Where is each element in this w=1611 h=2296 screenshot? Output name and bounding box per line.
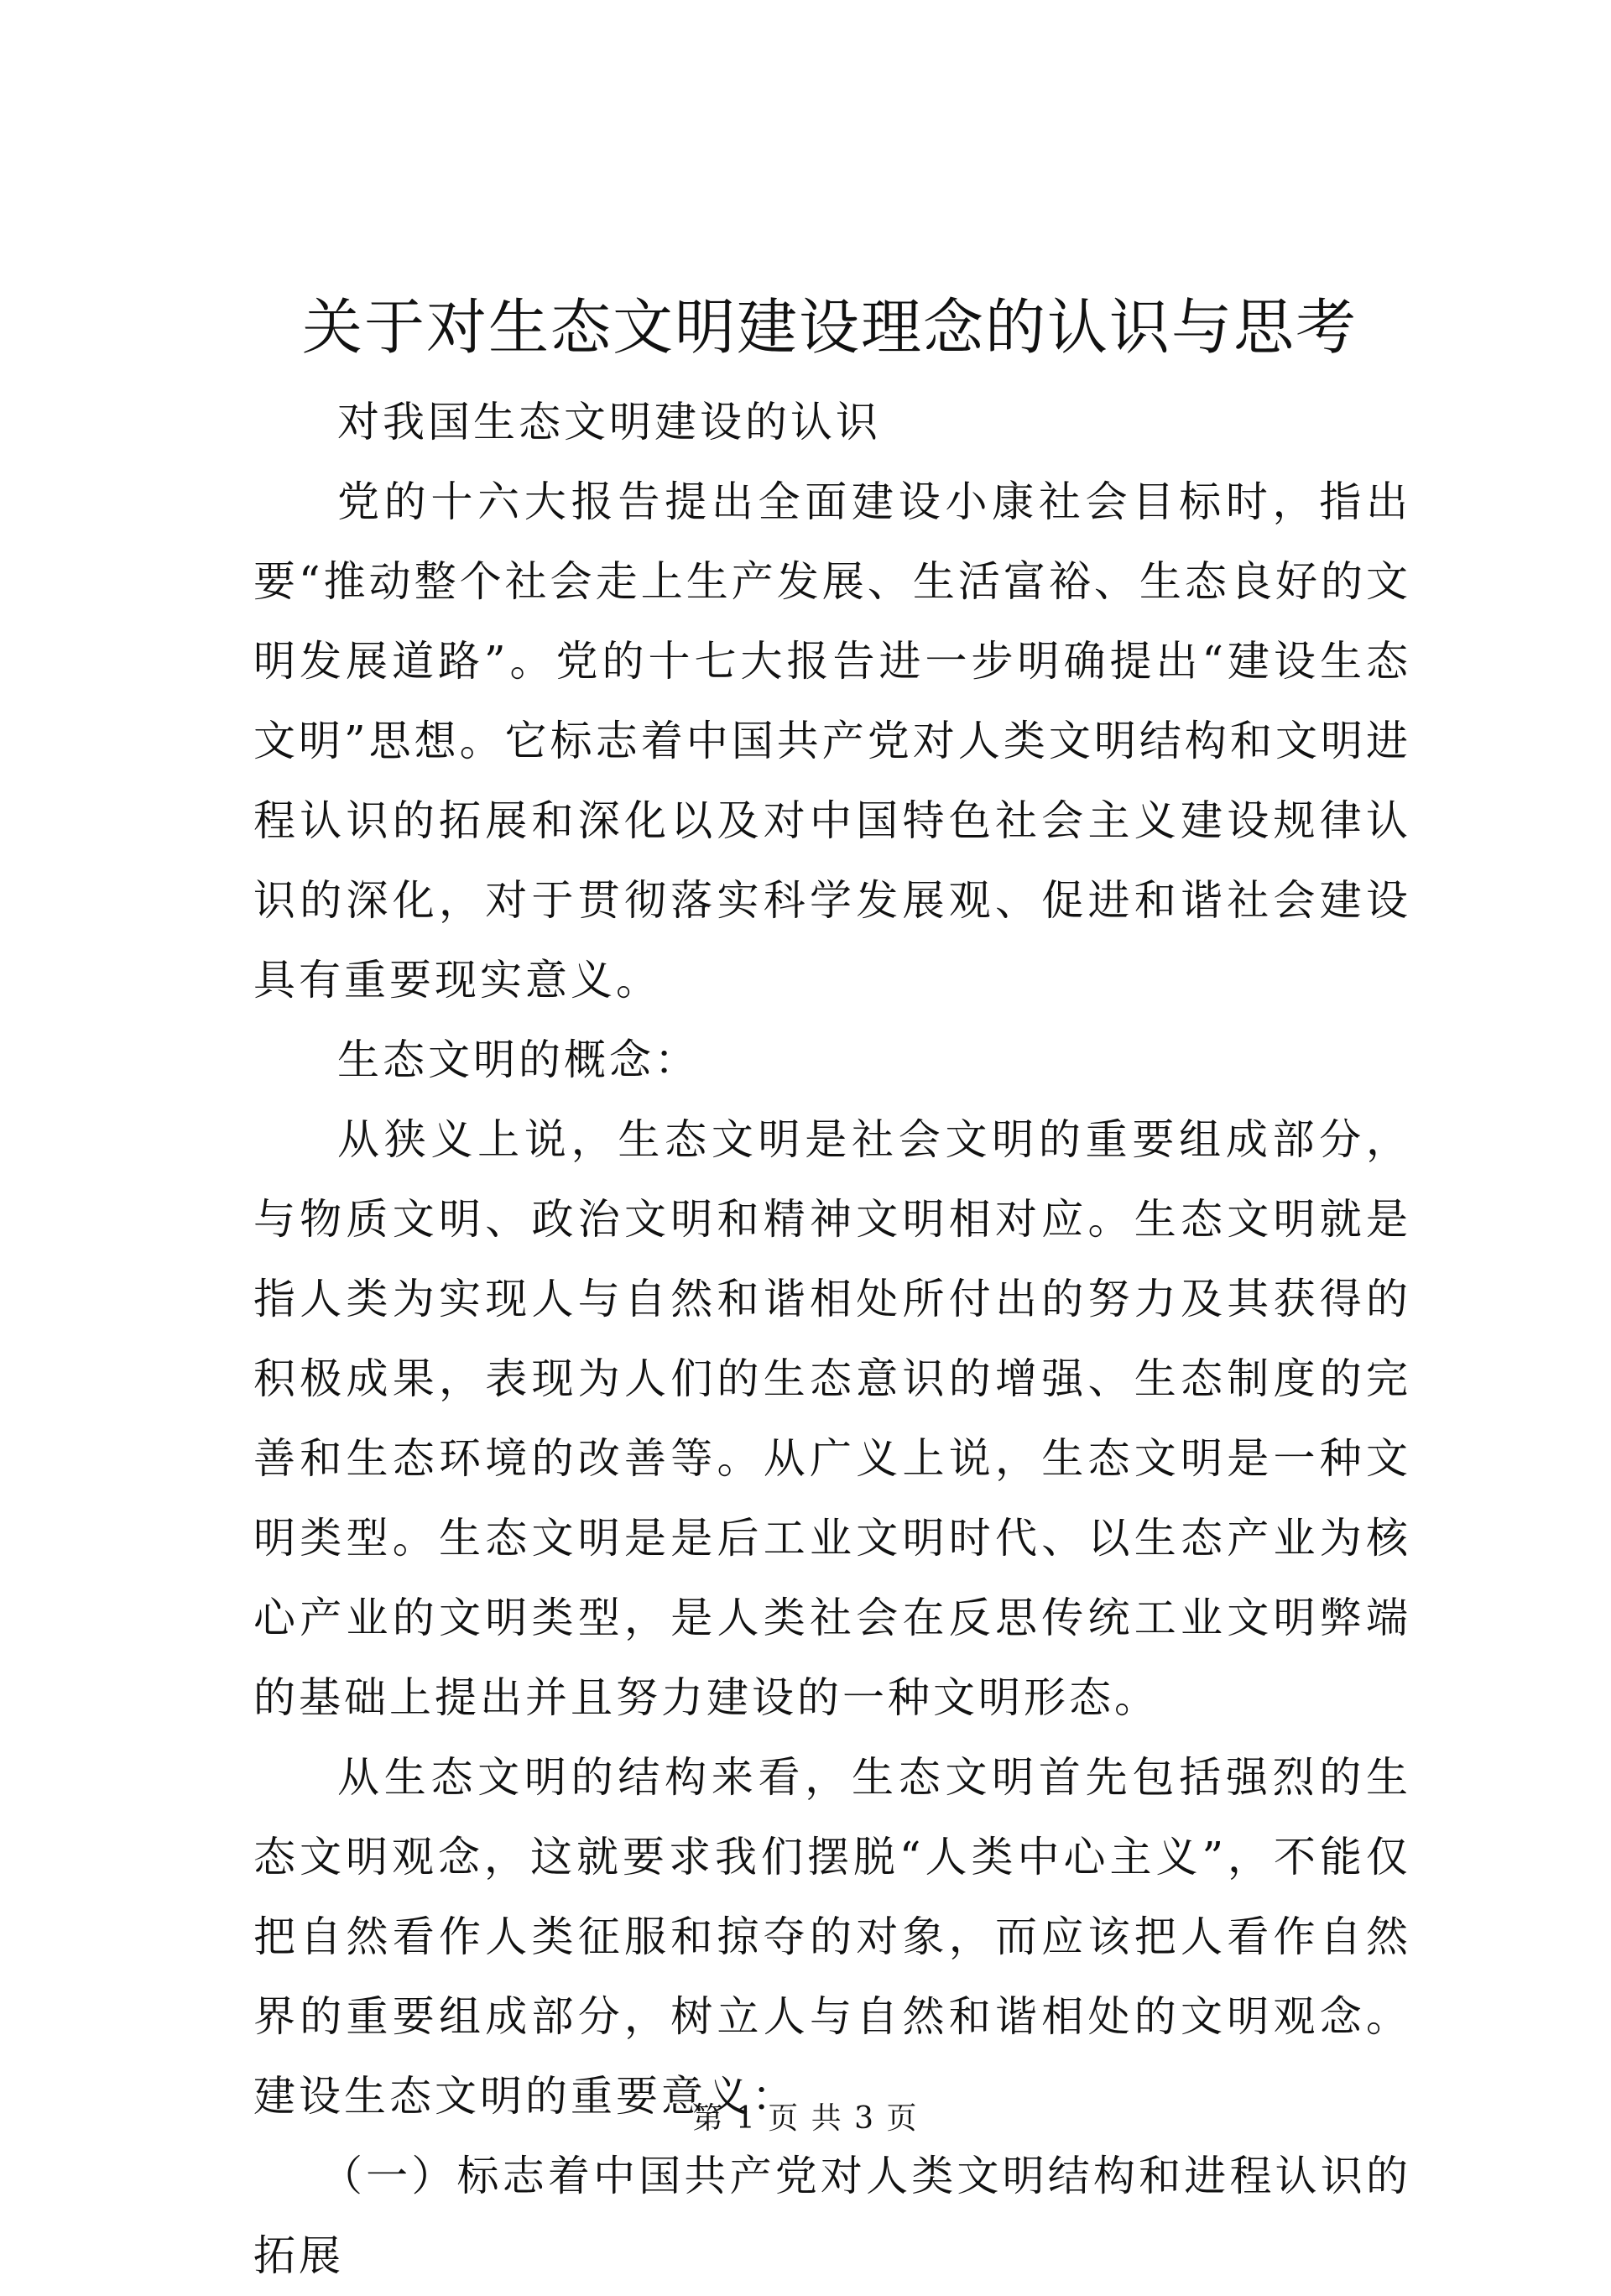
document-body [253,383,1411,2296]
list-item-heading: （一）标志着中国共产党对人类文明结构和进程认识的拓展 [253,2152,1411,2280]
section-heading: 对我国生态文明建设的认识 [337,398,881,446]
paragraph: 从生态文明的结构来看，生态文明首先包括强烈的生态文明观念，这就要求我们摆脱“人类中心主义”，不能仅把自然看作人类征服和掠夺的对象，而应该把人看作自然界的重要组成部分，树立人与自然和谐相处的文明观念。建设生态文明的重要意义： [253,1753,1411,2121]
section-heading: 生态文明的概念： [337,1036,700,1084]
document-title: 关于对生态文明建设理念的认识与思考 [302,292,1358,363]
page-number-footer: 第 1 页 共 3 页 [692,2101,919,2136]
paragraph: 从狭义上说，生态文明是社会文明的重要组成部分，与物质文明、政治文明和精神文明相对应。生态文明就是指人类为实现人与自然和谐相处所付出的努力及其获得的积极成果，表现为人们的生态意识的增强、生态制度的完善和生态环境的改善等。从广义上说，生态文明是一种文明类型。生态文明是是后工业文明时代、以生态产业为核心产业的文明类型，是人类社会在反思传统工业文明弊端的基础上提出并且努力建设的一种文明形态。 [253,1115,1411,1722]
paragraph: 党的十六大报告提出全面建设小康社会目标时，指出要“推动整个社会走上生产发展、生活富裕、生态良好的文明发展道路”。党的十七大报告进一步明确提出“建设生态文明”思想。它标志着中国共产党对人类文明结构和文明进程认识的拓展和深化以及对中国特色社会主义建设规律认识的深化，对于贯彻落实科学发展观、促进和谐社会建设具有重要现实意义。 [253,477,1411,1004]
